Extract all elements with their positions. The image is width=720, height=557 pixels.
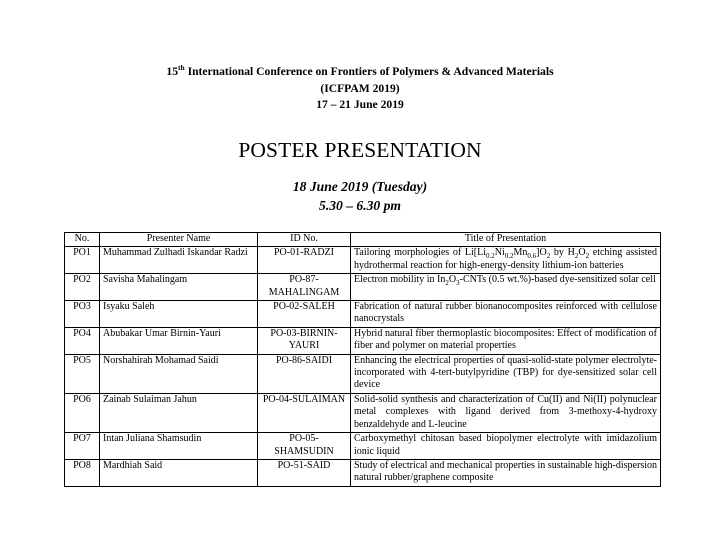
cell-title <box>351 274 661 301</box>
cell-id: PO-05-SHAMSUDIN <box>258 433 351 460</box>
table-row <box>65 301 661 328</box>
title-subscript: 2 <box>546 252 551 261</box>
title-text: etching assisted hydrothermal reaction for high-energy-density lithium-ion batteries <box>354 247 657 271</box>
title-subscript: 2 <box>574 252 579 261</box>
poster-schedule-table <box>64 232 661 487</box>
cell-no: PO5 <box>65 354 100 393</box>
title-text: O <box>578 247 586 259</box>
title-subscript: 0.2 <box>504 252 514 261</box>
table-row <box>65 393 661 432</box>
title-subscript: 2 <box>445 279 449 288</box>
title-text: Mn <box>513 247 528 259</box>
title-subscript: 0.6 <box>527 252 537 261</box>
title-text: Ni <box>494 247 505 259</box>
title-text: ]O <box>536 247 547 259</box>
table-header-row <box>65 233 661 247</box>
cell-title: Solid-solid synthesis and characterization of Cu(II) and Ni(II) polynuclear metal complexes with ligand derived from 3-methoxy-4-hydroxy benzaldehyde and L-leucine <box>351 393 661 432</box>
col-header-id: ID No. <box>258 233 351 247</box>
cell-no: PO6 <box>65 393 100 432</box>
cell-presenter: Intan Juliana Shamsudin <box>100 433 258 460</box>
cell-id: PO-04-SULAIMAN <box>258 393 351 432</box>
table-row <box>65 459 661 486</box>
section-title: POSTER PRESENTATION <box>238 138 482 162</box>
title-text: Electron mobility in In <box>354 274 446 286</box>
cell-no: PO1 <box>65 247 100 274</box>
cell-presenter: Zainab Sulaiman Jahun <box>100 393 258 432</box>
cell-presenter: Norshahirah Mohamad Saidi <box>100 354 258 393</box>
cell-title: Study of electrical and mechanical properties in sustainable high-dispersion natural rubber/graphene composite <box>351 459 661 486</box>
cell-no: PO2 <box>65 274 100 301</box>
conference-ordinal: 15 <box>166 65 178 78</box>
cell-presenter: Mardhiah Said <box>100 459 258 486</box>
cell-title: Carboxymethyl chitosan based biopolymer electrolyte with imidazolium ionic liquid <box>351 433 661 460</box>
cell-title: Enhancing the electrical properties of quasi-solid-state polymer electrolyte-incorporated with 4-tert-butylpyridine (TBP) for dye-sensitized solar cell device <box>351 354 661 393</box>
cell-title: Hybrid natural fiber thermoplastic biocomposites: Effect of modification of fiber and polymer on material properties <box>351 327 661 354</box>
conference-name: International Conference on Frontiers of Polymers & Advanced Materials <box>184 65 554 78</box>
cell-title: Fabrication of natural rubber bionanocomposites reinforced with cellulose nanocrystals <box>351 301 661 328</box>
table-row <box>65 274 661 301</box>
conference-dates: 17 – 21 June 2019 <box>316 98 404 111</box>
title-subscript: 2 <box>585 252 590 261</box>
table-row <box>65 433 661 460</box>
conference-acronym: (ICFPAM 2019) <box>320 81 400 95</box>
cell-id: PO-03-BIRNIN-YAURI <box>258 327 351 354</box>
session-info <box>0 177 720 215</box>
conference-ordinal-suffix: th <box>178 63 185 73</box>
conference-header <box>0 64 720 114</box>
cell-no: PO3 <box>65 301 100 328</box>
session-date: 18 June 2019 (Tuesday) <box>292 179 428 194</box>
cell-presenter: Savisha Mahalingam <box>100 274 258 301</box>
title-text: Tailoring morphologies of Li[Li <box>354 247 487 259</box>
title-subscript: 3 <box>456 279 460 288</box>
conference-title <box>0 64 720 81</box>
cell-id: PO-51-SAID <box>258 459 351 486</box>
col-header-title: Title of Presentation <box>351 233 661 247</box>
table-row <box>65 247 661 274</box>
table-row <box>65 354 661 393</box>
cell-id: PO-02-SALEH <box>258 301 351 328</box>
cell-id: PO-87-MAHALINGAM <box>258 274 351 301</box>
cell-no: PO4 <box>65 327 100 354</box>
title-subscript: 0.2 <box>486 252 495 261</box>
cell-presenter: Abubakar Umar Birnin-Yauri <box>100 327 258 354</box>
col-header-presenter: Presenter Name <box>100 233 258 247</box>
cell-no: PO7 <box>65 433 100 460</box>
cell-id: PO-01-RADZI <box>258 247 351 274</box>
cell-no: PO8 <box>65 459 100 486</box>
cell-title <box>351 247 661 274</box>
title-text: by H <box>550 247 575 259</box>
session-time: 5.30 – 6.30 pm <box>319 198 401 213</box>
title-text: O <box>448 274 457 286</box>
cell-presenter: Muhammad Zulhadi Iskandar Radzi <box>100 247 258 274</box>
table-row <box>65 327 661 354</box>
col-header-no: No. <box>65 233 100 247</box>
title-text: -CNTs (0.5 wt.%)-based dye-sensitized solar cell <box>459 274 656 286</box>
cell-id: PO-86-SAIDI <box>258 354 351 393</box>
cell-presenter: Isyaku Saleh <box>100 301 258 328</box>
